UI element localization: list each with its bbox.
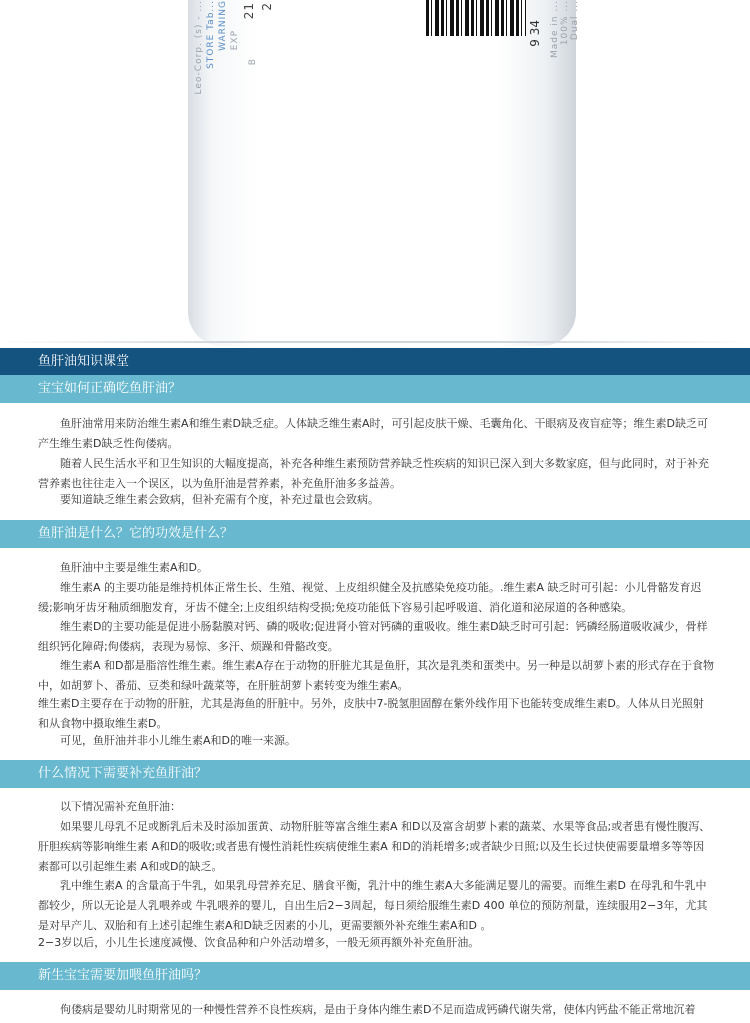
label-line: B bbox=[248, 58, 258, 66]
section-heading: 宝宝如何正确吃鱼肝油？ bbox=[38, 381, 182, 396]
label-line: Leo-Corp. (s) - ... bbox=[194, 0, 204, 95]
paragraph: 维生素A 和D都是脂溶性维生素。维生素A存在于动物的肝脏尤其是鱼肝，其次是乳类和蛋类中。另一种是以胡萝卜素的形式存在于食物中，如胡萝卜、番茄、豆类和绿叶蔬菜等，在肝脏胡萝卜素转变为维生素A。 bbox=[38, 659, 715, 692]
product-photo bbox=[0, 0, 750, 348]
paragraph: 要知道缺乏维生素会致病，但补充需有个度，补充过量也会致病。 bbox=[60, 493, 379, 506]
section-heading-bar bbox=[0, 520, 750, 548]
section-heading: 鱼肝油是什么？它的功效是什么？ bbox=[38, 526, 234, 541]
barcode bbox=[426, 0, 526, 36]
section-heading: 新生宝宝需要加喂鱼肝油吗？ bbox=[38, 968, 208, 983]
page-title: 鱼肝油知识课堂 bbox=[38, 354, 130, 369]
barcode-digits: 9 34 bbox=[528, 20, 542, 47]
paragraph: 乳中维生素A 的含量高于牛乳，如果乳母营养充足、膳食平衡，乳汁中的维生素A大多能满足婴儿的需要。而维生素D 在母乳和牛乳中都较少，所以无论是人乳喂养或 牛乳喂养的婴儿，自出生后2−3周起，每日须给服维生素D 400 单位的预防剂量，连续服用2−3年，尤其是对早产儿、双胎和有上述引起维生素A和D缺乏因素的小儿，更需要额外补充维生素A和D 。 bbox=[38, 879, 708, 932]
label-digits: 21 bbox=[242, 2, 256, 20]
label-line: WARNING bbox=[218, 0, 228, 51]
paragraph: 鱼肝油中主要是维生素A和D。 bbox=[60, 561, 208, 574]
page-title-bar bbox=[0, 348, 750, 375]
label-line: STORE Tab... bbox=[206, 0, 216, 69]
photo-divider bbox=[0, 341, 750, 343]
paragraph: 维生素D主要存在于动物的肝脏，尤其是海鱼的肝脏中。另外，皮肤中7-脱氢胆固醇在紫外线作用下也能转变成维生素D。人体从日光照射和从食物中摄取维生素D。 bbox=[38, 697, 704, 730]
paragraph: 如果婴儿母乳不足或断乳后未及时添加蛋黄、动物肝脏等富含维生素A 和D以及富含胡萝卜素的蔬菜、水果等食品;或者患有慢性腹泻、肝胆疾病等影响维生素 A和D的吸收;或者患有慢性消耗性疾病使维生素A 和D的消耗增多;或者缺少日照;以及生长过快使需要量增多等等因素都可以引起维生素 A和或D的缺乏。 bbox=[38, 820, 711, 873]
section-heading-bar bbox=[0, 375, 750, 403]
label-line: 100% ... bbox=[560, 0, 570, 46]
paragraph: 可见，鱼肝油并非小儿维生素A和D的唯一来源。 bbox=[60, 734, 296, 747]
label-line: Dual ... bbox=[570, 0, 580, 41]
paragraph: 以下情况需补充鱼肝油： bbox=[60, 800, 181, 813]
paragraph: 2−3岁以后，小儿生长速度减慢、饮食品种和户外活动增多，一般无须再额外补充鱼肝油。 bbox=[38, 936, 480, 949]
label-line: EXP bbox=[230, 30, 240, 51]
paragraph: 随着人民生活水平和卫生知识的大幅度提高，补充各种维生素预防营养缺乏性疾病的知识已深入到大多数家庭，但与此同时，对于补充营养素也往往走入一个误区，以为鱼肝油是营养素，补充鱼肝油多多益善。 bbox=[38, 457, 709, 490]
section-heading-bar bbox=[0, 760, 750, 788]
section-heading: 什么情况下需要补充鱼肝油？ bbox=[38, 766, 208, 781]
label-line: Made in ... bbox=[550, 0, 560, 59]
paragraph: 维生素D的主要功能是促进小肠黏膜对钙、磷的吸收;促进肾小管对钙磷的重吸收。维生素D缺乏时可引起：钙磷经肠道吸收减少，骨样组织钙化障碍;佝偻病，表现为易惊、多汗、烦躁和骨骼改变。 bbox=[38, 620, 708, 653]
bottle-label-right bbox=[548, 0, 580, 80]
paragraph: 佝偻病是婴幼儿时期常见的一种慢性营养不良性疾病，是由于身体内维生素D不足而造成钙磷代谢失常，使体内钙盐不能正常地沉着 bbox=[60, 1003, 696, 1016]
paragraph: 鱼肝油常用来防治维生素A和维生素D缺乏症。人体缺乏维生素A时，可引起皮肤干燥、毛囊角化、干眼病及夜盲症等；维生素D缺乏可产生维生素D缺乏性佝偻病。 bbox=[38, 417, 708, 450]
bottle-label-left bbox=[190, 0, 278, 95]
paragraph: 维生素A 的主要功能是维持机体正常生长、生殖、视觉、上皮组织健全及抗感染免疫功能。.维生素A 缺乏时可引起：小儿骨骼发育迟缓;影响牙齿牙釉质细胞发育，牙齿不健全;上皮组织结构受损;免疫功能低下容易引起呼吸道、消化道和泌尿道的各种感染。 bbox=[38, 581, 702, 614]
section-heading-bar bbox=[0, 962, 750, 990]
label-digits: 2 bbox=[260, 2, 274, 11]
